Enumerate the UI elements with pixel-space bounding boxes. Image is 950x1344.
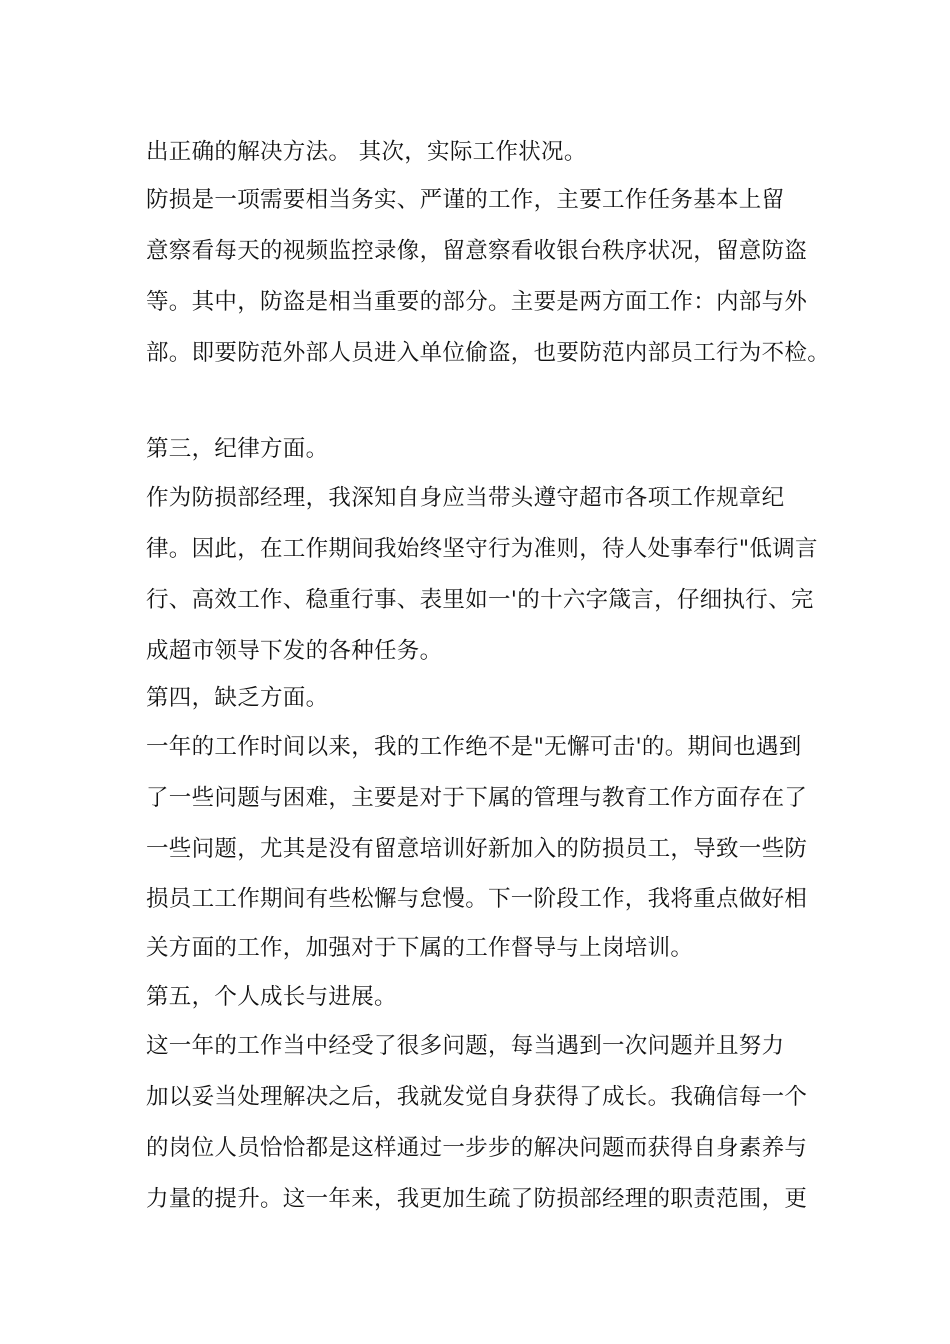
text-line: 等。其中，防盗是相当重要的部分。主要是两方面工作：内部与外 [146,289,808,315]
text-line: 成超市领导下发的各种任务。 [146,638,443,664]
text-line: 行、高效工作、稳重行事、表里如一'的十六字箴言，仔细执行、完 [146,587,814,613]
text-line: 损员工工作期间有些松懈与怠慢。下一阶段工作，我将重点做好相 [146,886,808,912]
text-line: 这一年的工作当中经受了很多问题，每当遇到一次问题并且努力 [146,1033,785,1059]
text-line: 的岗位人员恰恰都是这样通过一步步的解决问题而获得自身素养与 [146,1135,808,1161]
section-heading: 第四，缺乏方面。 [146,685,329,711]
text-line: 关方面的工作，加强对于下属的工作督导与上岗培训。 [146,935,694,961]
text-line: 律。因此，在工作期间我始终坚守行为准则，待人处事奉行"低调言 [146,536,818,562]
text-line: 部。即要防范外部人员进入单位偷盗，也要防范内部员工行为不检。 [146,340,831,366]
text-line: 防损是一项需要相当务实、严谨的工作，主要工作任务基本上留 [146,187,785,213]
text-line: 加以妥当处理解决之后，我就发觉自身获得了成长。我确信每一个 [146,1084,808,1110]
text-line: 作为防损部经理，我深知自身应当带头遵守超市各项工作规章纪 [146,485,785,511]
text-line: 意察看每天的视频监控录像，留意察看收银台秩序状况，留意防盗 [146,238,808,264]
text-line: 一些问题，尤其是没有留意培训好新加入的防损员工，导致一些防 [146,836,808,862]
text-line: 一年的工作时间以来，我的工作绝不是"无懈可击'的。期间也遇到 [146,734,802,760]
text-line: 力量的提升。这一年来，我更加生疏了防损部经理的职责范围，更 [146,1186,808,1212]
section-heading: 第三，纪律方面。 [146,436,329,462]
text-line: 出正确的解决方法。 其次，实际工作状况。 [146,139,587,165]
section-heading: 第五，个人成长与进展。 [146,984,397,1010]
text-line: 了一些问题与困难，主要是对于下属的管理与教育工作方面存在了 [146,785,808,811]
